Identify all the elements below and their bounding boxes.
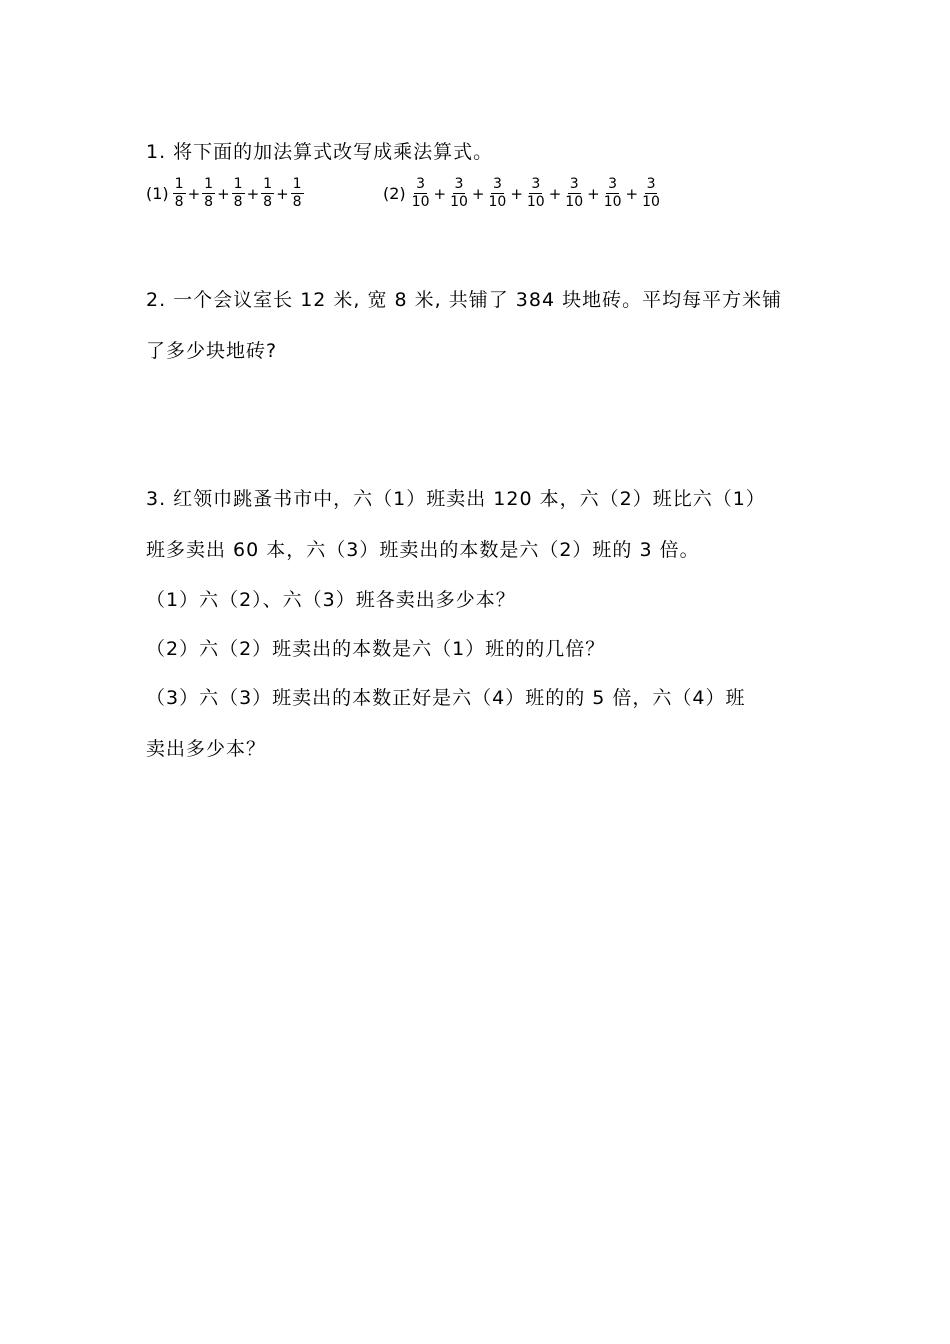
numerator: 3 <box>454 176 464 192</box>
fraction <box>563 176 585 211</box>
question-3-line-2: 班多卖出 60 本，六（3）班卖出的本数是六（2）班的 3 倍。 <box>146 539 700 561</box>
denominator: 8 <box>233 194 243 210</box>
denominator: 10 <box>526 194 545 210</box>
numerator: 1 <box>204 176 214 192</box>
denominator: 8 <box>174 194 184 210</box>
denominator: 10 <box>642 194 660 210</box>
fraction <box>525 176 547 211</box>
question-2-line-1: 2. 一个会议室长 12 米, 宽 8 米, 共铺了 384 块地砖。平均每平方米铺 <box>146 289 783 311</box>
question-3-subquestion-2: （2）六（2）班卖出的本数是六（1）班的的几倍？ <box>146 638 606 660</box>
question-1-expression-2 <box>383 176 663 211</box>
numerator: 3 <box>531 176 541 192</box>
question-1-expression-1 <box>146 176 305 211</box>
fraction <box>261 176 274 211</box>
fraction <box>291 176 304 211</box>
plus-sign: + <box>625 184 639 203</box>
expression-1-label: (1) <box>146 184 169 203</box>
numerator: 3 <box>608 176 618 192</box>
denominator: 8 <box>204 194 214 210</box>
numerator: 1 <box>292 176 302 192</box>
fraction <box>173 176 186 211</box>
question-1-title: 1. 将下面的加法算式改写成乘法算式。 <box>146 141 494 163</box>
numerator: 3 <box>646 176 656 192</box>
fraction <box>640 176 662 211</box>
plus-sign: + <box>217 184 230 203</box>
denominator: 8 <box>263 194 273 210</box>
denominator: 10 <box>565 194 584 210</box>
numerator: 1 <box>263 176 273 192</box>
fraction <box>232 176 245 211</box>
denominator: 10 <box>450 194 468 210</box>
plus-sign: + <box>246 184 260 203</box>
fraction <box>486 176 508 211</box>
numerator: 3 <box>416 176 426 192</box>
plus-sign: + <box>510 184 523 203</box>
plus-sign: + <box>276 184 289 203</box>
question-3-subquestion-3-line-2: 卖出多少本？ <box>146 738 267 760</box>
question-3-subquestion-1: （1）六（2）、六（3）班各卖出多少本？ <box>146 589 516 611</box>
plus-sign: + <box>471 184 485 203</box>
denominator: 10 <box>411 194 430 210</box>
question-2-line-2: 了多少块地砖? <box>146 340 278 362</box>
fraction <box>202 176 215 211</box>
denominator: 8 <box>292 194 302 210</box>
numerator: 1 <box>233 176 243 192</box>
fraction <box>410 176 432 211</box>
plus-sign: + <box>187 184 201 203</box>
expression-2-label: (2) <box>383 184 406 203</box>
question-3-subquestion-3-line-1: （3）六（3）班卖出的本数正好是六（4）班的的 5 倍，六（4）班 <box>146 687 746 709</box>
plus-sign: + <box>433 184 447 203</box>
question-3-line-1: 3. 红领巾跳蚤书市中，六（1）班卖出 120 本，六（2）班比六（1） <box>146 488 766 510</box>
numerator: 1 <box>174 176 184 192</box>
fraction <box>602 176 624 211</box>
fraction <box>448 176 470 211</box>
plus-sign: + <box>587 184 600 203</box>
denominator: 10 <box>603 194 622 210</box>
numerator: 3 <box>569 176 579 192</box>
denominator: 10 <box>488 194 507 210</box>
plus-sign: + <box>548 184 562 203</box>
numerator: 3 <box>492 176 502 192</box>
